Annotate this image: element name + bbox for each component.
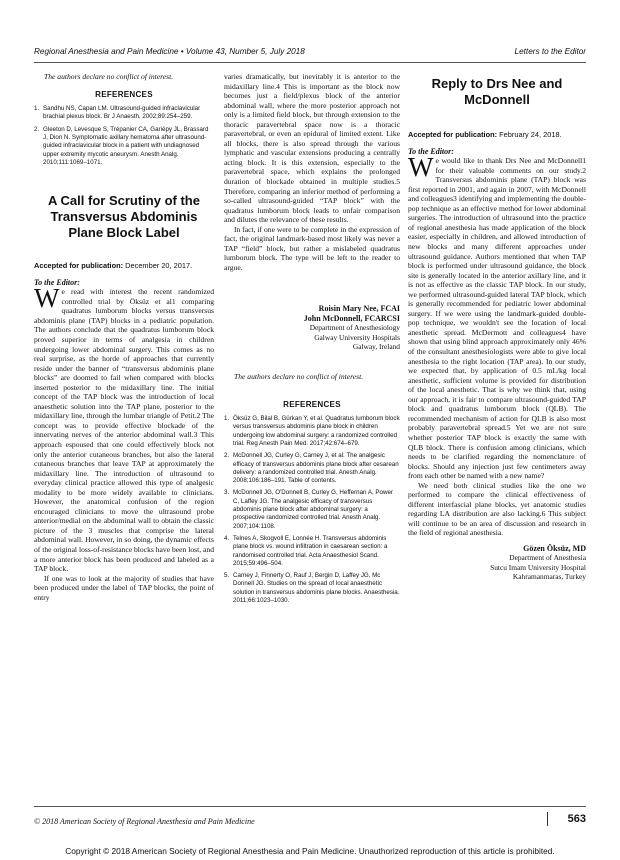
reference-item: 1. Sandhu NS, Capan LM. Ultrasound-guided infraclavicular brachial plexus block. Br J Anaesth. 2002;89:254–259.: [34, 105, 201, 121]
reference-list: [224, 415, 400, 605]
drop-cap: W: [34, 283, 60, 314]
column-3: [408, 72, 586, 582]
salutation: To the Editor:: [34, 277, 80, 287]
author-signature: Roisin Mary Nee, FCAI John McDonnell, FCARCSI Department of Anesthesiology Galway University Hospitals Galway, Ireland: [303, 304, 400, 352]
accepted-date: Accepted for publication: December 20, 2017.: [34, 261, 193, 271]
letter-body: varies dramatically, but inevitably it is anterior to the midaxillary line.4 This is important as the block now becomes just a field/plexus block of the anterior abdominal wall, where the more posterior approach not only is a limited field block, but through extension to the thoracic paravertebral space now is a thoracic paravertebral, or even an epidural of limited extent. Like all blocks, there is also spread through the various lymphatic and vascular extensions producing a centrally acting block. It is this extension, especially to the paravertebral space, which explains the prolonged duration of blockade obtained in multiple studies.5 Therefore, comparing an inferior method of performing a so-called ultrasound-guided “TAP block” with the quadratus lumborum block leads to unfair comparison and dilutes the relevance of these results.: [224, 72, 400, 225]
reference-item: 4. Telnes A, Skogvoll E, Lonnée H. Transversus abdominis plane block vs. wound infiltration in caesarean section: a randomised controlled trial. Acta Anaesthesiol Scand. 2015;59:496–504.: [224, 534, 388, 567]
page-number: 563: [567, 813, 586, 825]
journal-issue: Regional Anesthesia and Pain Medicine • Volume 43, Number 5, July 2018: [34, 47, 305, 56]
reference-item: 2. Gleeton D, Levesque S, Trépanier CA, Gariépy JL, Brassard J, Dion N. Symptomatic axillary hematoma after ultrasound-guided infraclavicular block in a patient with undiagnosed upper extremity mycotic aneurysm. Anesth Analg. 2010;111:1069–1071.: [34, 125, 209, 166]
header-rule: [34, 62, 586, 63]
references-heading: REFERENCES: [283, 399, 341, 409]
copyright-notice: Copyright © 2018 American Society of Regional Anesthesia and Pain Medicine. Unauthorized reproduction of this article is prohibited.: [65, 846, 555, 856]
running-header: [34, 47, 586, 61]
section-name: Letters to the Editor: [514, 47, 586, 56]
column-1: [34, 72, 214, 602]
letter-body: We would like to thank Drs Nee and McDonnell1 for their valuable comments on our study.2 Transversus abdominis plane (TAP) block was first reported in 2001, and again in 2007, with McDonnell and colleagues3 identifying and implementing the double-pop technique as an effective method for lower abdominal surgeries. The introduction of ultrasound into the practice of regional anesthesia has made application of the block easier, especially in children, and allowed introduction of new blocks and many different approaches under ultrasound guidance. Authors mentioned that when TAP block is performed under ultrasound guidance, the block site is generally located in the anterior axillary line, and it is not as effective as the classic TAP block. In our study, we performed ultrasound-guided lateral TAP block, which is generally recommended for pediatric lower abdominal surgery. If we were using the landmark-guided double-pop technique, we wouldn't see the location of local anesthetic spread. McDermott and colleagues4 have shown that using blind approach approximately only 46% of the consultant anesthesiologists were able to give local anesthesia to the right location (TAP area). In our study, we expected that, by application of 0.5 mL/kg local anesthetic, sufficient volume is provided for distribution of the local anesthetic. That is why we think that, using our approach, it is fair to compare ultrasound-guided TAP block and quadratus lumborum block (QLB). The recommended mechanism of action for QLB is also most probably paravertebral spread.5 Yet we are not sure whether posterior TAP block is exactly the same with QLB block. There is confusion among clinicians, which needs to be clarified regarding the nomenclature of blocks. Should any injection just few centimeters away from each other be named with a new name?: [408, 152, 586, 481]
reference-item: 3. McDonnell JG, O'Donnell B, Curley G, Heffernan A, Power C, Laffey JG. The analgesic efficacy of transversus abdominis plane block after abdominal surgery: a prospective randomized controlled trial. Anesth Analg. 2007;104:1108.: [224, 489, 393, 530]
reference-item: 5. Carney J, Finnerty O, Rauf J, Bergin D, Laffey JG, Mc Donnell JG. Studies on the spread of local anaesthetic solution in transversus abdominis plane blocks. Anaesthesia. 2011;66:1023–1030.: [224, 572, 400, 605]
letter-body: If one was to look at the majority of studies that have been produced under the label of TAP blocks, the point of entry: [34, 573, 214, 602]
drop-cap: W: [408, 152, 434, 183]
reply-title: Reply to Drs Nee and McDonnell: [431, 76, 563, 107]
column-2: [224, 72, 400, 609]
references-heading: REFERENCES: [95, 89, 153, 99]
reference-item: 1. Öksüz G, Bilal B, Gürkan Y, et al. Quadratus lumborum block versus transversus abdominis plane block in children undergoing low abdominal surgery: a randomized controlled trial. Reg Anesth Pain Med. 2017;42:674–679.: [224, 415, 400, 447]
society-copyright: © 2018 American Society of Regional Anesthesia and Pain Medicine: [34, 817, 255, 826]
letter-body: We read with interest the recent randomized controlled trial by Öksüz et al1 comparing quadratus lumborum blocks versus transversus abdominis plane (TAP) blocks in a pediatric population. The authors conclude that the quadratus lumborum block proved superior in terms of analgesia in children undergoing lower abdominal surgery. This comes as no real surprise, as the horde of approaches that currently reside under the banner of “transversus abdominis plane blocks” are doomed to fail when compared with blocks inserted posterior to the midaxillary line. The initial concept of the TAP block was the introduction of local anaesthetic solution into the TAP plane, posterior to the midaxillary line, through the lumbar triangle of Petit.2 The concept was to provide effective blockade of the innervating nerves of the anterior abdominal wall.3 This approach espoused that one could effectively block not only the anterior cutaneous branches, but also the lateral cutaneous branches that leave TAP at approximately the midaxillary line. The introduction of ultrasound to everyday clinical practice allowed this type of analgesic modality to be more widely available to clinicians. However, the anatomical confusion of the region encouraged clinicians to move the ultrasound probe anterior/medial on the abdominal wall to obtain the classic picture of the 3 muscles that comprise the lateral abdominal wall. However, in so doing, the dynamic effects of the original loss-of-resistance blocks have been lost, and a more anterior block has been produced and labeled as a TAP block.: [34, 283, 214, 574]
reference-item: 2. McDonnell JG, Curley G, Carney J, et al. The analgesic efficacy of transversus abdominis plane block after cesarean delivery: a randomized controlled trial. Anesth Analg. 2008;106:186–191. Table of contents.: [224, 452, 399, 485]
article-title: A Call for Scrutiny of the Transversus Abdominis Plane Block Label: [48, 193, 200, 241]
conflict-statement: The authors declare no conflict of interest.: [234, 371, 364, 381]
author-signature: Gözen Öksüz, MD Department of Anesthesia Sutcu Imam University Hospital Kahramanmaras, Turkey: [490, 543, 586, 582]
letter-body: We need both clinical studies like the one we performed to compare the clinical effectiveness of different interfascial plane blocks, yet anatomic studies regarding LA distribution are also lacking.6 This subject will continue to be an area of discussion and research in the field of regional anesthesia.: [408, 480, 586, 538]
reference-list: [34, 105, 214, 167]
footer-rule: [34, 806, 586, 807]
conflict-statement: The authors declare no conflict of interest.: [44, 72, 174, 81]
letter-body: In fact, if one were to be complete in the expression of fact, the original landmark-based most likely was never a TAP “field” block, but rather a mislabeled quadratus lumborum block. The type will be left to the reader to argue.: [224, 224, 400, 272]
accepted-date: Accepted for publication: February 24, 2018.: [408, 130, 562, 139]
page-number-divider: [547, 812, 548, 826]
salutation: To the Editor:: [408, 146, 454, 156]
